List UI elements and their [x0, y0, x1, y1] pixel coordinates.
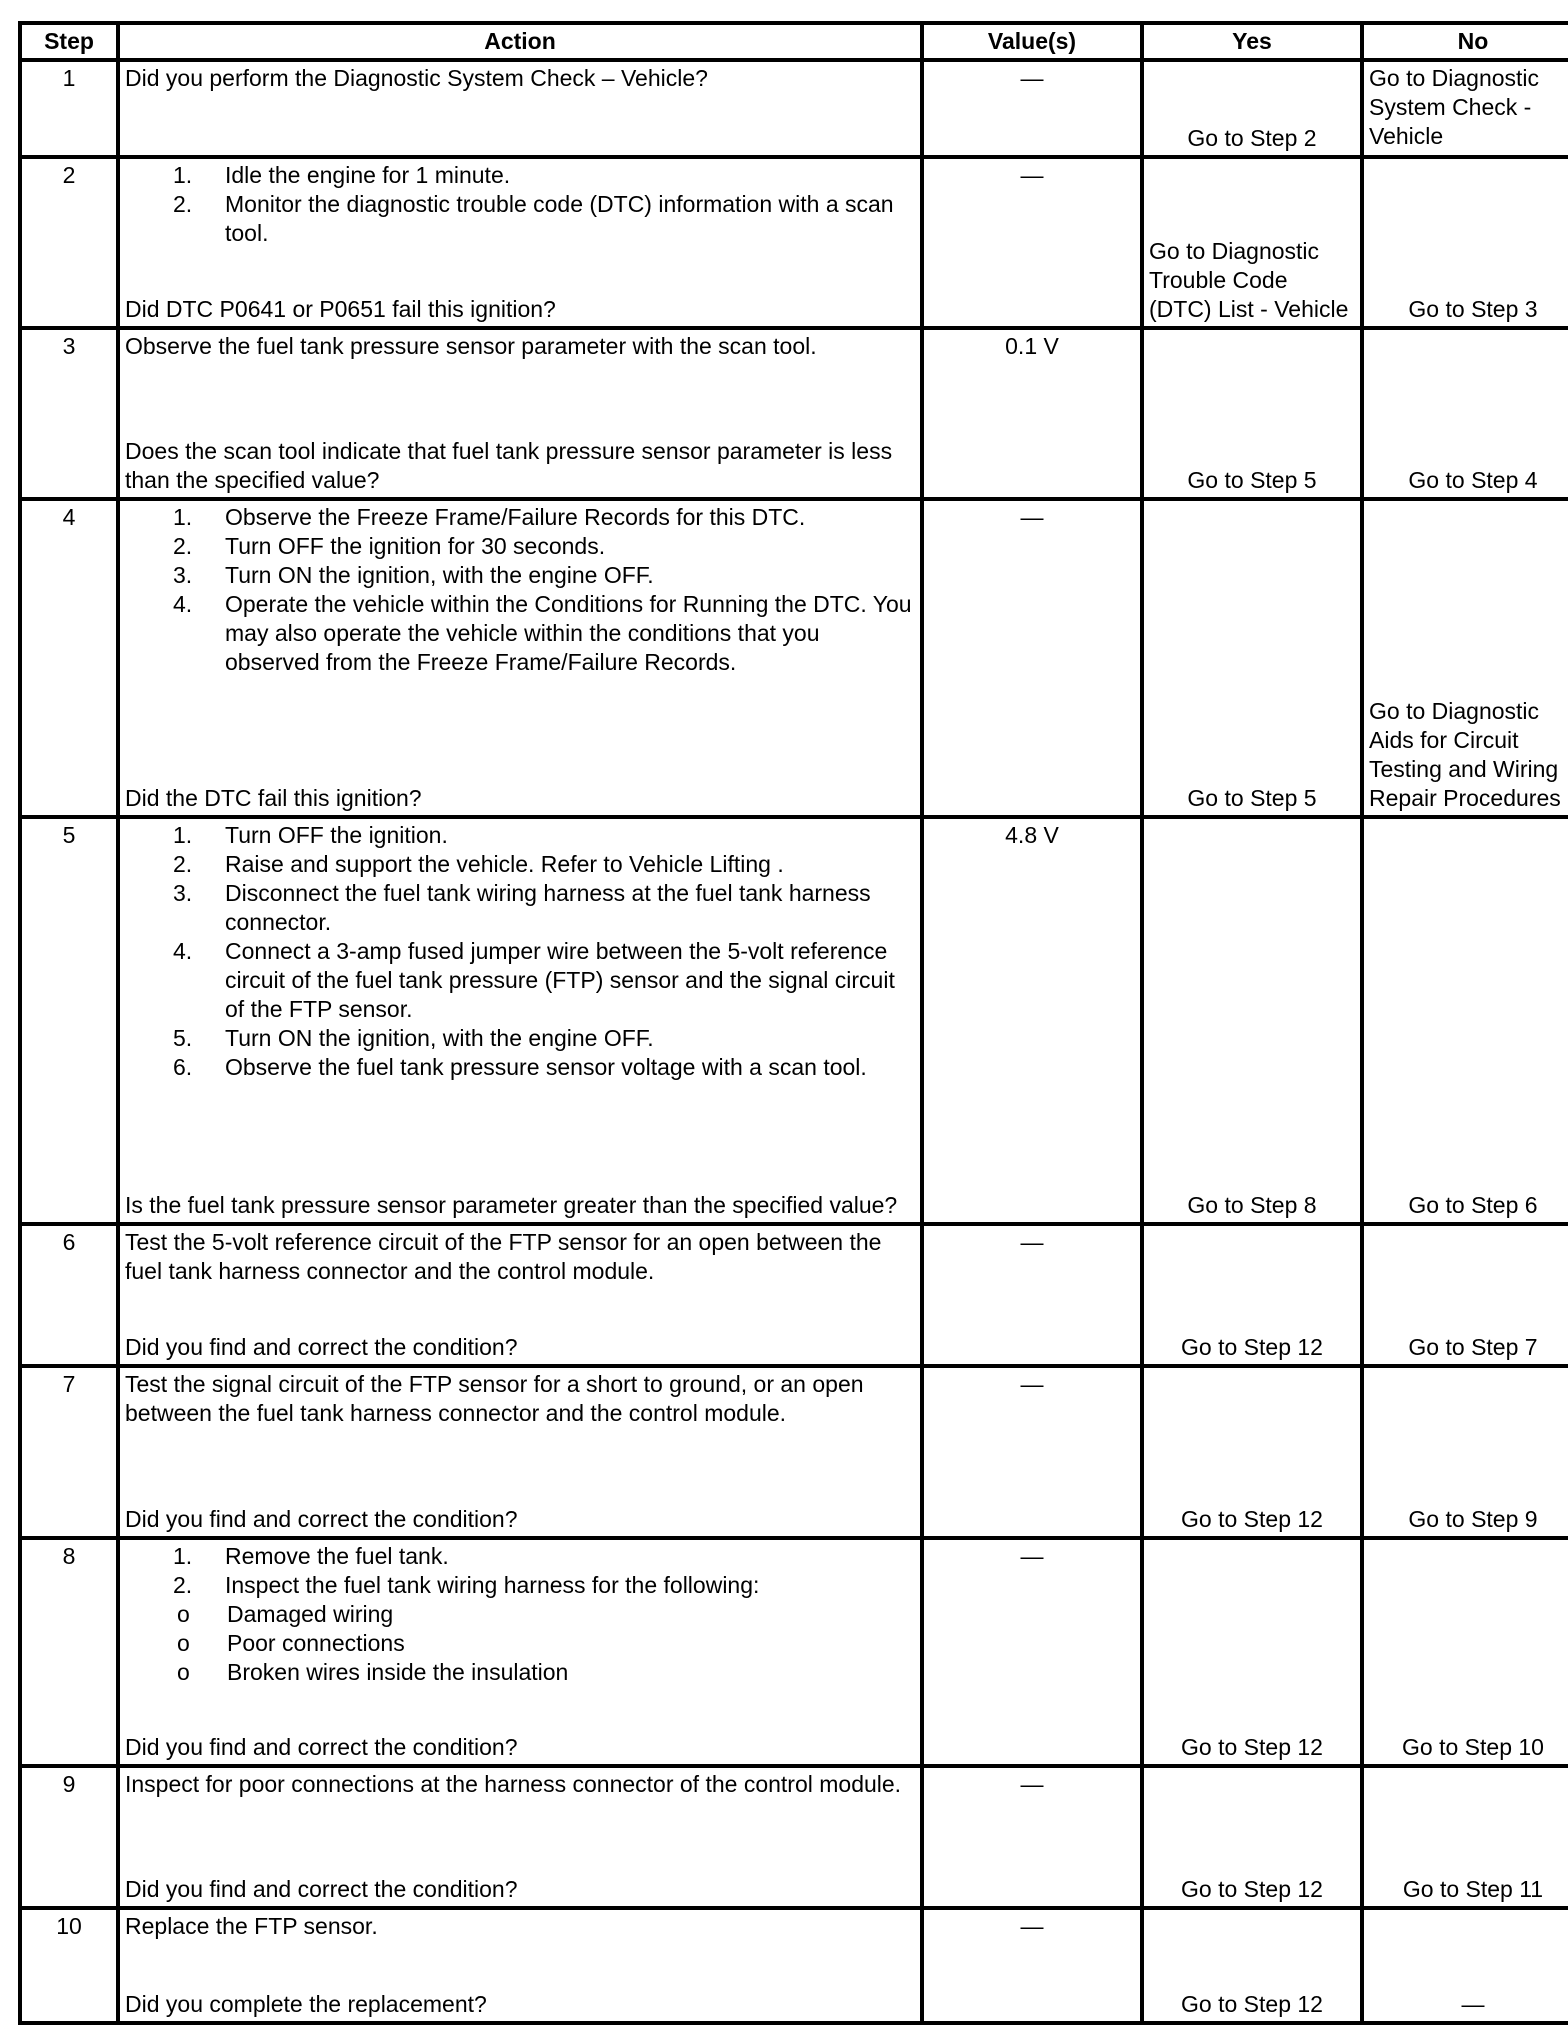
no-text: Go to Step 3 [1408, 296, 1538, 322]
list-item: Raise and support the vehicle. Refer to Vehicle Lifting . [225, 851, 784, 877]
numbered-steps [125, 503, 915, 677]
value-cell: — [922, 1908, 1142, 2023]
action-cell [118, 1538, 922, 1766]
value-cell: — [922, 1766, 1142, 1908]
action-text: Observe the fuel tank pressure sensor parameter with the scan tool. [125, 333, 817, 359]
table-row [20, 1908, 1568, 2023]
table-row [20, 328, 1568, 499]
table-row [20, 60, 1568, 157]
action-cell [118, 1366, 922, 1538]
no-cell [1362, 1766, 1568, 1908]
numbered-steps [125, 1542, 915, 1600]
diagnostic-table [18, 21, 1568, 2025]
action-question: Did the DTC fail this ignition? [125, 785, 422, 811]
sub-bullets [125, 1600, 915, 1687]
list-item: Observe the Freeze Frame/Failure Records for this DTC. [225, 504, 806, 530]
no-cell [1362, 817, 1568, 1224]
no-text: Go to Step 7 [1408, 1334, 1538, 1360]
yes-cell [1142, 1766, 1362, 1908]
table-row [20, 157, 1568, 328]
list-item: Connect a 3-amp fused jumper wire between the 5-volt reference circuit of the fuel tank pressure (FTP) sensor and the signal circuit of the FTP sensor. [225, 938, 895, 1022]
action-text: Did you perform the Diagnostic System Check – Vehicle? [125, 65, 708, 91]
step-number: 7 [20, 1366, 118, 1538]
yes-cell [1142, 157, 1362, 328]
action-cell [118, 1766, 922, 1908]
yes-text: Go to Step 8 [1187, 1192, 1317, 1218]
action-text: Inspect for poor connections at the harness connector of the control module. [125, 1771, 902, 1797]
yes-text: Go to Step 12 [1181, 1334, 1323, 1360]
no-cell [1362, 499, 1568, 817]
yes-cell [1142, 328, 1362, 499]
yes-cell [1142, 1908, 1362, 2023]
no-text: Go to Step 6 [1408, 1192, 1538, 1218]
list-item: o Broken wires inside the insulation [227, 1658, 915, 1687]
value-cell: 4.8 V [922, 817, 1142, 1224]
yes-cell [1142, 1538, 1362, 1766]
value-cell: — [922, 1366, 1142, 1538]
no-cell [1362, 157, 1568, 328]
action-question: Is the fuel tank pressure sensor parameter greater than the specified value? [125, 1192, 898, 1218]
header-yes: Yes [1142, 23, 1362, 60]
yes-text: Go to Step 12 [1181, 1876, 1323, 1902]
yes-cell [1142, 1366, 1362, 1538]
list-item: Inspect the fuel tank wiring harness for the following: [225, 1572, 760, 1598]
action-question: Did you find and correct the condition? [125, 1734, 518, 1760]
list-item: Turn ON the ignition, with the engine OFF. [225, 1025, 654, 1051]
action-text: Replace the FTP sensor. [125, 1913, 378, 1939]
step-number: 8 [20, 1538, 118, 1766]
table-row [20, 1766, 1568, 1908]
numbered-steps [125, 821, 915, 1082]
action-text: Test the signal circuit of the FTP sensor for a short to ground, or an open between the fuel tank harness connector and the control module. [125, 1371, 864, 1426]
yes-text: Go to Step 12 [1181, 1734, 1323, 1760]
no-cell [1362, 1366, 1568, 1538]
value-cell: 0.1 V [922, 328, 1142, 499]
step-number: 1 [20, 60, 118, 157]
step-number: 9 [20, 1766, 118, 1908]
yes-cell [1142, 499, 1362, 817]
action-question: Does the scan tool indicate that fuel tank pressure sensor parameter is less than the specified value? [125, 438, 893, 493]
step-number: 3 [20, 328, 118, 499]
yes-text: Go to Step 5 [1187, 467, 1317, 493]
no-cell [1362, 60, 1568, 157]
action-question: Did you find and correct the condition? [125, 1334, 518, 1360]
action-cell [118, 1224, 922, 1366]
list-item: Remove the fuel tank. [225, 1543, 449, 1569]
yes-text: Go to Step 5 [1187, 785, 1317, 811]
step-number: 4 [20, 499, 118, 817]
list-item: Turn ON the ignition, with the engine OFF. [225, 562, 654, 588]
yes-cell [1142, 60, 1362, 157]
action-cell [118, 60, 922, 157]
list-item: Idle the engine for 1 minute. [225, 162, 511, 188]
header-no: No [1362, 23, 1568, 60]
no-text: Go to Step 10 [1402, 1734, 1544, 1760]
list-item: Observe the fuel tank pressure sensor voltage with a scan tool. [225, 1054, 867, 1080]
list-item: o Poor connections [227, 1629, 915, 1658]
no-cell [1362, 1538, 1568, 1766]
header-action: Action [118, 23, 922, 60]
yes-cell [1142, 817, 1362, 1224]
no-text: — [1461, 1991, 1485, 2017]
no-cell [1362, 328, 1568, 499]
numbered-steps [125, 161, 915, 248]
no-cell [1362, 1224, 1568, 1366]
action-question: Did you find and correct the condition? [125, 1506, 518, 1532]
no-text: Go to Diagnostic System Check - Vehicle [1369, 65, 1540, 149]
list-item: o Damaged wiring [227, 1600, 915, 1629]
action-cell [118, 1908, 922, 2023]
yes-text: Go to Step 12 [1181, 1991, 1323, 2017]
table-row [20, 1366, 1568, 1538]
action-cell [118, 817, 922, 1224]
value-cell: — [922, 499, 1142, 817]
table-row [20, 499, 1568, 817]
value-cell: — [922, 157, 1142, 328]
value-cell: — [922, 1224, 1142, 1366]
action-question: Did you complete the replacement? [125, 1991, 487, 2017]
list-item: Turn OFF the ignition. [225, 822, 448, 848]
yes-cell [1142, 1224, 1362, 1366]
step-number: 2 [20, 157, 118, 328]
header-values: Value(s) [922, 23, 1142, 60]
list-item: Operate the vehicle within the Conditions for Running the DTC. You may also operate the vehicle within the conditions that you observed from the Freeze Frame/Failure Records. [225, 591, 912, 675]
yes-text: Go to Step 2 [1187, 125, 1317, 151]
header-step: Step [20, 23, 118, 60]
yes-text: Go to Diagnostic Trouble Code (DTC) List - Vehicle [1149, 238, 1349, 322]
no-text: Go to Step 9 [1408, 1506, 1538, 1532]
action-cell [118, 157, 922, 328]
list-item: Turn OFF the ignition for 30 seconds. [225, 533, 606, 559]
action-question: Did DTC P0641 or P0651 fail this ignition? [125, 296, 556, 322]
no-cell [1362, 1908, 1568, 2023]
list-item: Disconnect the fuel tank wiring harness at the fuel tank harness connector. [225, 880, 871, 935]
no-text: Go to Step 4 [1408, 467, 1538, 493]
action-cell [118, 499, 922, 817]
no-text: Go to Diagnostic Aids for Circuit Testing and Wiring Repair Procedures [1369, 698, 1561, 811]
action-cell [118, 328, 922, 499]
step-number: 10 [20, 1908, 118, 2023]
no-text: Go to Step 11 [1402, 1876, 1544, 1902]
step-number: 6 [20, 1224, 118, 1366]
table-row [20, 1224, 1568, 1366]
value-cell: — [922, 1538, 1142, 1766]
value-cell: — [922, 60, 1142, 157]
step-number: 5 [20, 817, 118, 1224]
action-question: Did you find and correct the condition? [125, 1876, 518, 1902]
table-header-row [20, 23, 1568, 60]
list-item: Monitor the diagnostic trouble code (DTC) information with a scan tool. [225, 191, 894, 246]
table-row [20, 817, 1568, 1224]
action-text: Test the 5-volt reference circuit of the FTP sensor for an open between the fuel tank harness connector and the control module. [125, 1229, 882, 1284]
yes-text: Go to Step 12 [1181, 1506, 1323, 1532]
table-row [20, 1538, 1568, 1766]
